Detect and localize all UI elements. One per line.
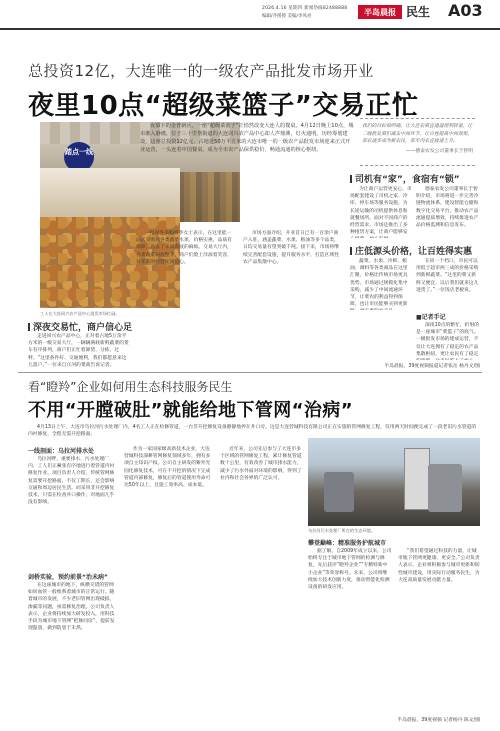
- quote-box: [360, 118, 475, 166]
- editor-line: 编辑/齐援援 美编/李凤亮: [262, 14, 312, 19]
- page-number: A03: [448, 1, 483, 20]
- story2-sub3-col1: 据了解，自2009年成立以来，公司始终专注于城市地下管网的检测与修复，先后获评“瞪羚企业”“专精特新中小企业”等荣誉称号。未来，公司将继续加大技术创新力度，推动智能化检测设备的研发应用。: [308, 549, 392, 591]
- story1-sub1-col1: 走进同兴农产品中心，正对着占地5万余平方米的一级交易大厅，一辆辆满载新鲜蔬菜的货车有序排列，商户们正忙着卸货、分拣、过秤。“这里条件好、交通便利，我们都愿意来这儿落户。”一位来自庄河的菜商告诉记者。: [28, 334, 129, 368]
- story1-sub2-col1: 为让商户运营更安心，市场配套建设了司机之家、冷库、停车场等服务设施，为长途运输的司机提供休息和就餐场所。面对不同商户的经营需求，市场还推出了多种租赁方案，让商户能够安: [350, 187, 412, 236]
- story2-sub3-col2: “我们希望通过科技的力量，让城市地下管网更健康、更安全。”公司负责人表示，企业将积极参与城市更新和韧性城市建设，用实际行动服务民生，为大连高质量发展贡献力量。: [398, 549, 480, 583]
- story1-intro: 夜幕下的金普新区，一座“超级菜篮子”正悄然改变大连人的餐桌。4月12日晚上10点，城市渐入静谧，位于三十里堡街道的大连同兴农产品中心却人声鼎沸，灯火通明。历经筹划建设，这座总投资12亿元、占地近50万平方米的大连市唯一的一级农产品批发市场迎来正式开业运营，一头连着中国餐桌，成为全市农产品保供稳价、畅通流通的核心枢纽。: [140, 123, 354, 153]
- treatment-plant-photo: [308, 438, 480, 526]
- story-divider: [18, 372, 482, 373]
- quote-text: 我们的目标很明确，让大连农商直通道理利转量，让二级批发商们减去中间环节。让百姓提高中间效果，菜农逐步成为新农民，菜市肉农直接逐上升。: [362, 124, 473, 144]
- story1-subhead-3: [350, 244, 472, 257]
- story2-kicker: 看“瞪羚”企业如何用生态科技服务民生: [28, 380, 233, 394]
- section-name: 民生: [406, 5, 431, 19]
- story2-subhead-1: 一线剖面：乌拉河排水处: [28, 448, 95, 455]
- story1-sub1-col3: 市场方面介绍，开业首日已有一百余户商户入驻，涵盖蔬菜、水果、粮油等多个品类，日均交易量有望突破千吨。接下来，市场将继续完善配套设施，提升服务水平，打造区域性农产品集散中心。: [243, 231, 339, 265]
- date-line: 2026.4.16 星期四 新闻热线82488888: [262, 6, 348, 11]
- story1-sub2-col2: 德泰农发公司董事长于智明介绍，市场将进一步完善冷链物流体系，建设智能仓储和数字化交易平台，推动农产品流通提质增效，持续推进农产品价格监测和信息发布。: [416, 187, 479, 229]
- story1-headline: [28, 60, 478, 122]
- story1-byline: 半岛晨报、39度视频报道记者张岳 杨丹文/图: [384, 364, 480, 369]
- reporter-note-text: 深夜10点的繁忙，折射的是一座城市“菜篮子”的底气。一级批发市场的建成运营，不仅让大连拥有了稳定的农产品集散枢纽，更让农民有了稳定: [416, 323, 480, 357]
- photo-caption-2: 乌拉河污水处理厂所在的生态环境。: [308, 528, 376, 533]
- story2-subhead-3: 攀登巅峰：精准服务护航城市: [308, 540, 387, 547]
- story1-subhead-1: [28, 320, 132, 333]
- story1-subhead-2: [350, 172, 460, 185]
- story2-col3-text: 近年来，公司先后参与了大连市多个区域的管网修复工程，累计修复管道数十公里，有效改善了城市排水能力，减少了污水外溢对环境的影响，得到了业内和社会各界的广泛认可。: [220, 447, 302, 481]
- quote-author: ——德泰农发公司董事长于智明: [405, 148, 473, 154]
- story1-title: 夜里10点“超级菜篮子”交易正忙: [28, 91, 419, 121]
- story1-sub1-col2: 一位对外采购商李女士表示，在这里能一站式采购到各类蔬菜水果，价格实惠，品质有保障，省去了来回奔波的麻烦。交易大厅内，各类蔬菜码放整齐，商户们脸上洋溢着笑容，对未来的经营充满信心。: [136, 231, 232, 265]
- story1-sub3-col2: 在同一个档口，市民可以用低于超市两三成的价格采购到新鲜蔬菜。“这里的菜又新鲜又便宜，以后我们就来这儿进货了。”一位饭店老板说。: [416, 259, 479, 293]
- story1-subhead-1-text: 深夜交易忙，商户信心足: [33, 323, 133, 333]
- story1-subhead-2-text: 司机有“家”，食宿有“锁”: [355, 175, 460, 185]
- story2-sub2-text: 在这座城市的地下，纵横交错的管网如同血管一般维系着城市的正常运行。随着城市的发展，不少老旧管网出现破损、渗漏等问题，亟需修复治理。公司负责人表示，企业将持续加大研发投入，用科技手段为城市地下管网“把脉问诊”，提前发现隐患，做到防患于未然。: [28, 583, 115, 632]
- masthead: [0, 0, 500, 40]
- photo-caption-1: 工人在大连同兴农产品中心批发市场忙碌。: [40, 311, 120, 316]
- newspaper-logo: 半岛晨报: [358, 5, 402, 19]
- story2-title: 不用“开膛破肚”就能给地下管网“治病”: [28, 400, 353, 421]
- story1-subhead-3-text: 庄低源头价格，让百姓得实惠: [355, 247, 473, 257]
- story1-sub3-col1: 蔬菜、水果、冷鲜、粮油、调料等各类商品在这里汇聚，价格比传统市场更具优势。市场通过规模化集中采购，减少了中间流通环节，让菜农的利益得到保障，也让市民能够买到更新: [350, 259, 408, 308]
- story2-byline: 半岛晨报、39度视频 记者杨丹 陈文/图: [397, 718, 480, 723]
- story2-sub1-text: 乌拉河畔，重要排水、污水处理厂内，工人们正紧张有序地进行着管道内衬修复作业。项目负责人介绍，传统管网修复需要开挖路面，不仅工期长，还会影响交通和周边居民生活。而采用非开挖修复技术，只需在检查井口操作，对地面几乎没有影响。: [28, 457, 115, 506]
- story1-kicker: 总投资12亿，大连唯一的一级农产品批发市场开业: [28, 62, 374, 80]
- story2-lead: 4月13日上午，大连市乌拉河污水处理厂内，4名工人正在检修管道，一台非开挖修复设备静静地停在井口旁。这是大连营城科技有限公司正在实施的管网修复工程，仅用两天时间便完成了一段老旧污水管道的内衬修复，全程无需开挖路面。: [28, 425, 477, 438]
- story2-col2-text: 作为一家国家级高新技术企业，大连营城科技深耕管网修复领域多年，拥有多项自主知识产权。公司自主研发的紫外光固化修复技术，可在不开挖的情况下完成管道内部修复，修复后的管道使用寿命可达50年以上，且施工效率高、成本低。: [124, 447, 211, 489]
- story2-subhead-2: 剑桥实验，预约前景“治未病”: [28, 574, 108, 581]
- masthead-rule: [0, 28, 500, 30]
- story1-tag-badge: 踏点一线: [64, 142, 94, 172]
- reporter-note-title: ■记者手记: [416, 314, 446, 321]
